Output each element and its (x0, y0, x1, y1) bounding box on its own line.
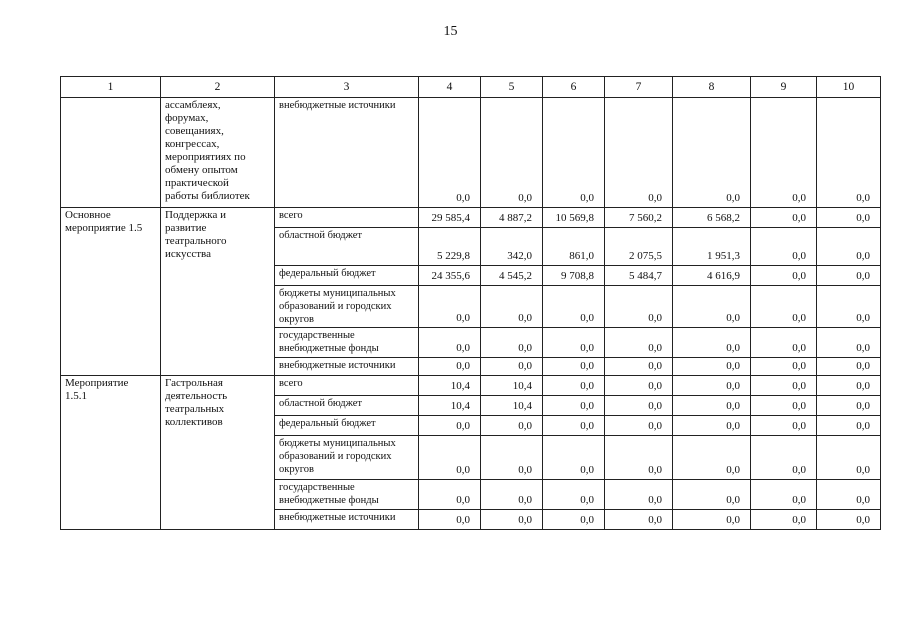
value-cell: 0,0 (481, 436, 543, 480)
value-cell: 10 569,8 (543, 208, 605, 228)
value-cell: 0,0 (419, 480, 481, 510)
value-cell: 0,0 (751, 376, 817, 396)
value-cell: 10,4 (419, 376, 481, 396)
value-cell: 5 229,8 (419, 228, 481, 266)
value-cell: 0,0 (673, 480, 751, 510)
value-cell: 0,0 (751, 436, 817, 480)
value-cell: 0,0 (673, 358, 751, 376)
value-cell: 0,0 (543, 396, 605, 416)
header-cell: 10 (817, 77, 881, 98)
value-cell: 0,0 (605, 396, 673, 416)
header-row (61, 77, 881, 98)
value-cell: 0,0 (543, 480, 605, 510)
value-cell: 0,0 (481, 510, 543, 530)
value-cell: 4 545,2 (481, 266, 543, 286)
value-cell: 0,0 (817, 510, 881, 530)
value-cell: 0,0 (751, 416, 817, 436)
header-cell: 7 (605, 77, 673, 98)
value-cell: 0,0 (817, 416, 881, 436)
funding-source-cell: всего (275, 376, 419, 396)
funding-source-cell: областной бюджет (275, 228, 419, 266)
value-cell: 0,0 (543, 436, 605, 480)
value-cell: 342,0 (481, 228, 543, 266)
header-cell: 2 (161, 77, 275, 98)
value-cell: 0,0 (481, 286, 543, 328)
value-cell: 0,0 (605, 416, 673, 436)
activity-code-cell: Мероприятие 1.5.1 (61, 376, 161, 530)
value-cell: 0,0 (481, 328, 543, 358)
value-cell: 0,0 (817, 376, 881, 396)
value-cell: 0,0 (673, 436, 751, 480)
value-cell: 1 951,3 (673, 228, 751, 266)
value-cell: 0,0 (673, 286, 751, 328)
funding-source-cell: бюджеты муниципальных образований и городских округов (275, 436, 419, 480)
funding-source-cell: внебюджетные источники (275, 98, 419, 208)
value-cell: 0,0 (751, 286, 817, 328)
value-cell: 6 568,2 (673, 208, 751, 228)
table-row (61, 98, 881, 208)
value-cell: 0,0 (419, 358, 481, 376)
value-cell: 0,0 (673, 510, 751, 530)
funding-source-cell: государственные внебюджетные фонды (275, 328, 419, 358)
value-cell: 0,0 (605, 358, 673, 376)
value-cell: 0,0 (543, 416, 605, 436)
value-cell: 0,0 (419, 436, 481, 480)
value-cell: 0,0 (605, 286, 673, 328)
value-cell: 0,0 (751, 266, 817, 286)
value-cell: 2 075,5 (605, 228, 673, 266)
value-cell: 0,0 (817, 228, 881, 266)
funding-source-cell: внебюджетные источники (275, 510, 419, 530)
value-cell: 0,0 (817, 286, 881, 328)
header-cell: 5 (481, 77, 543, 98)
value-cell: 0,0 (605, 98, 673, 208)
value-cell: 0,0 (481, 480, 543, 510)
activity-code-cell: Основное мероприятие 1.5 (61, 208, 161, 376)
funding-source-cell: федеральный бюджет (275, 416, 419, 436)
funding-source-cell: внебюджетные источники (275, 358, 419, 376)
value-cell: 0,0 (481, 358, 543, 376)
value-cell: 0,0 (543, 98, 605, 208)
funding-source-cell: бюджеты муниципальных образований и городских округов (275, 286, 419, 328)
value-cell: 0,0 (605, 480, 673, 510)
header-cell: 4 (419, 77, 481, 98)
value-cell: 0,0 (481, 416, 543, 436)
value-cell: 0,0 (543, 358, 605, 376)
value-cell: 0,0 (605, 510, 673, 530)
value-cell: 0,0 (817, 480, 881, 510)
funding-source-cell: областной бюджет (275, 396, 419, 416)
value-cell: 0,0 (481, 98, 543, 208)
value-cell: 0,0 (751, 228, 817, 266)
activity-name-cell: Гастрольная деятельность театральных коллективов (161, 376, 275, 530)
funding-source-cell: государственные внебюджетные фонды (275, 480, 419, 510)
activity-name-cell: ассамблеях, форумах, совещаниях, конгрессах, мероприятиях по обмену опытом практической работы библиотек (161, 98, 275, 208)
value-cell: 0,0 (751, 98, 817, 208)
value-cell: 0,0 (419, 328, 481, 358)
value-cell: 0,0 (751, 328, 817, 358)
value-cell: 0,0 (543, 376, 605, 396)
value-cell: 0,0 (605, 436, 673, 480)
value-cell: 0,0 (817, 266, 881, 286)
value-cell: 4 887,2 (481, 208, 543, 228)
value-cell: 0,0 (751, 358, 817, 376)
activity-code-cell (61, 98, 161, 208)
budget-table (60, 76, 881, 530)
value-cell: 0,0 (817, 358, 881, 376)
value-cell: 0,0 (419, 510, 481, 530)
value-cell: 0,0 (673, 328, 751, 358)
value-cell: 10,4 (419, 396, 481, 416)
value-cell: 0,0 (673, 416, 751, 436)
header-cell: 1 (61, 77, 161, 98)
page-number: 15 (443, 24, 458, 39)
header-cell: 6 (543, 77, 605, 98)
activity-name-cell: Поддержка и развитие театрального искусства (161, 208, 275, 376)
header-cell: 8 (673, 77, 751, 98)
value-cell: 0,0 (673, 98, 751, 208)
value-cell: 10,4 (481, 396, 543, 416)
value-cell: 5 484,7 (605, 266, 673, 286)
funding-source-cell: всего (275, 208, 419, 228)
funding-source-cell: федеральный бюджет (275, 266, 419, 286)
value-cell: 4 616,9 (673, 266, 751, 286)
header-cell: 3 (275, 77, 419, 98)
value-cell: 0,0 (419, 286, 481, 328)
value-cell: 0,0 (751, 510, 817, 530)
value-cell: 7 560,2 (605, 208, 673, 228)
table-row (61, 208, 881, 228)
value-cell: 0,0 (673, 376, 751, 396)
value-cell: 0,0 (543, 510, 605, 530)
value-cell: 0,0 (605, 328, 673, 358)
header-cell: 9 (751, 77, 817, 98)
value-cell: 0,0 (419, 416, 481, 436)
value-cell: 29 585,4 (419, 208, 481, 228)
value-cell: 0,0 (419, 98, 481, 208)
value-cell: 0,0 (817, 396, 881, 416)
value-cell: 24 355,6 (419, 266, 481, 286)
value-cell: 0,0 (817, 98, 881, 208)
value-cell: 10,4 (481, 376, 543, 396)
value-cell: 0,0 (751, 480, 817, 510)
value-cell: 0,0 (817, 328, 881, 358)
value-cell: 9 708,8 (543, 266, 605, 286)
value-cell: 0,0 (543, 286, 605, 328)
table-row (61, 376, 881, 396)
value-cell: 0,0 (751, 208, 817, 228)
value-cell: 861,0 (543, 228, 605, 266)
value-cell: 0,0 (605, 376, 673, 396)
value-cell: 0,0 (817, 436, 881, 480)
value-cell: 0,0 (751, 396, 817, 416)
value-cell: 0,0 (543, 328, 605, 358)
value-cell: 0,0 (817, 208, 881, 228)
value-cell: 0,0 (673, 396, 751, 416)
